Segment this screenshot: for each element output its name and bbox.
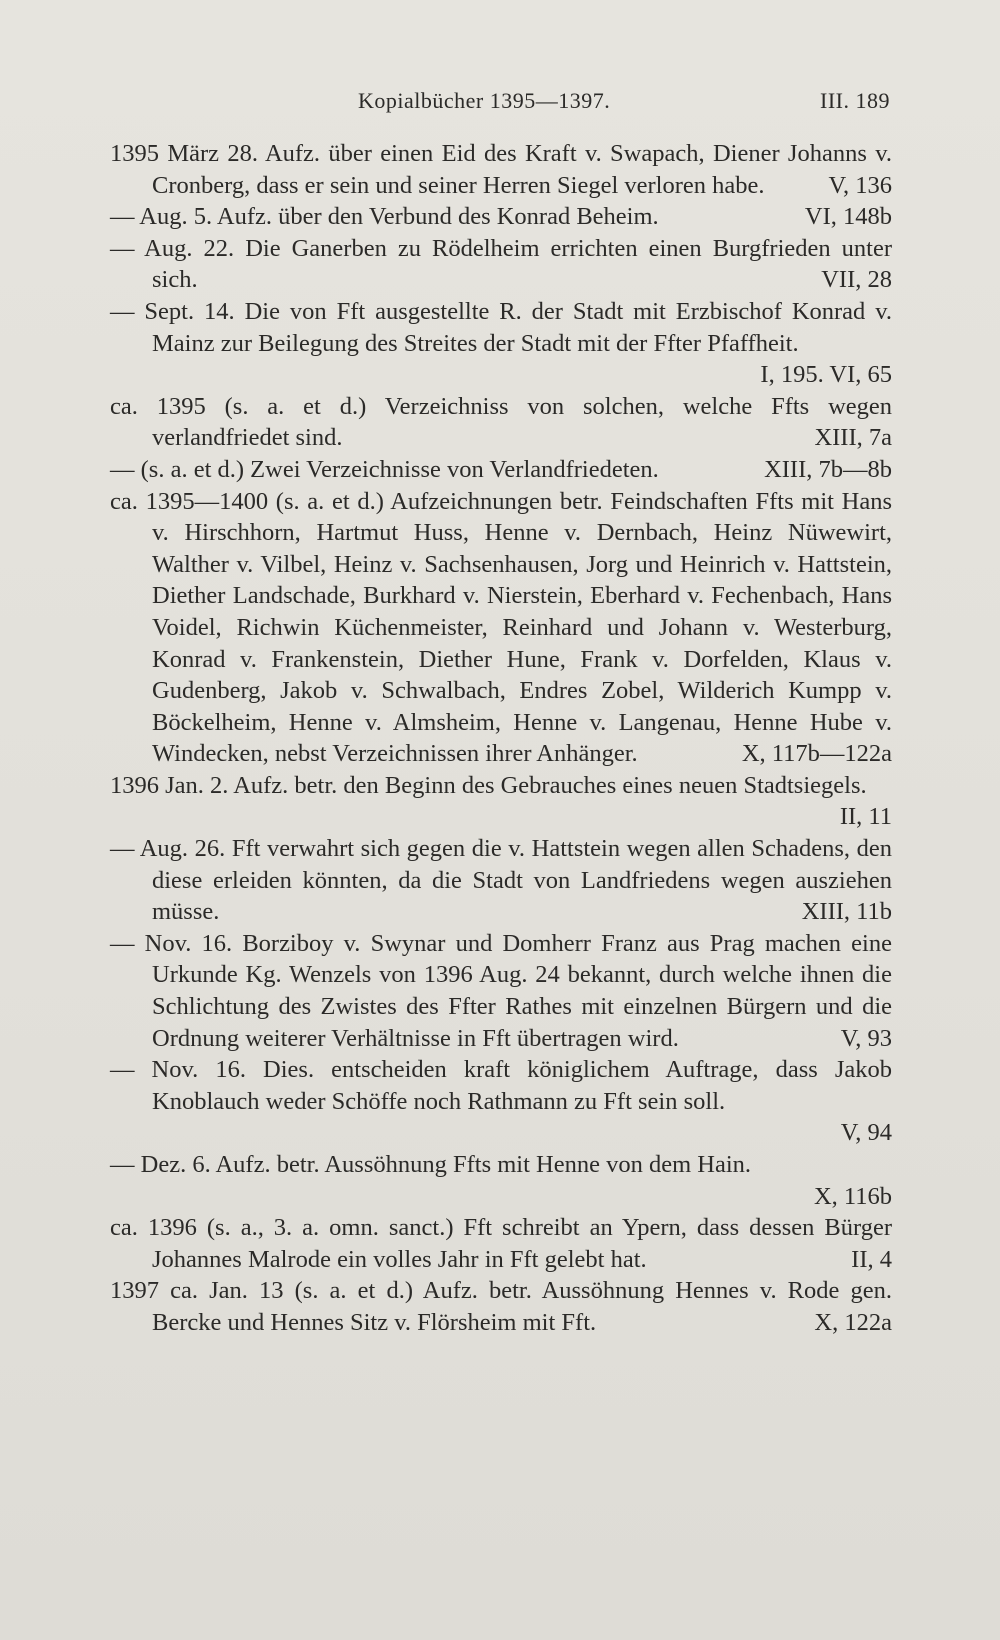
entry-date: — Nov. 16. xyxy=(110,929,233,957)
entry-date: — Nov. 16. xyxy=(110,1056,246,1084)
register-entry xyxy=(110,454,892,486)
entry-date: 1397 ca. Jan. 13 xyxy=(110,1277,284,1305)
entry-reference: VII, 28 xyxy=(821,266,892,294)
entry-date: — xyxy=(110,455,135,483)
entry-text-block xyxy=(110,454,892,486)
entry-reference: V, 94 xyxy=(840,1119,892,1147)
entry-reference: XIII, 11b xyxy=(801,898,892,926)
entry-text-block xyxy=(110,928,892,1054)
register-entry xyxy=(110,233,892,296)
entry-description: (s. a. et d.) Aufz. betr. Aussöhnung Hennes v. Rode gen. Bercke und Hennes Sitz v. Flörsheim mit Fft. xyxy=(152,1277,893,1336)
entry-date: — Aug. 5. xyxy=(110,203,213,231)
entry-text-block xyxy=(110,201,892,233)
entry-text-block xyxy=(110,296,892,391)
entry-reference: I, 195. VI, 65 xyxy=(760,361,892,389)
register-entry xyxy=(110,486,892,770)
entry-text-block xyxy=(110,1212,892,1275)
entry-reference: II, 11 xyxy=(839,803,892,831)
entry-reference: VI, 148b xyxy=(804,203,892,231)
register-entry xyxy=(110,833,892,928)
entry-description: Aufz. betr. den Beginn des Gebrauches eines neuen Stadtsiegels. xyxy=(233,771,867,799)
entry-date: ca. 1395—1400 xyxy=(110,487,269,515)
entry-date: 1395 März 28. xyxy=(110,140,258,167)
register-entry xyxy=(110,1149,892,1212)
register-entry xyxy=(110,201,892,233)
running-title: Kopialbücher 1395—1397. xyxy=(358,88,611,113)
entry-description: (s. a. et d.) Aufzeichnungen betr. Feindschaften Ffts mit Hans v. Hirschhorn, Hartmut Huss, Henne v. Dernbach, Heinz Nüwewirt, Walther v. Vilbel, Heinz v. Sachsenhausen, Jorg und Heinrich v. Hattstein, Diether Landschade, Burkhard v. Nierstein, Eberhard v. Fechenbach, Hans Voidel, Richwin Küchenmeister, Reinhard und Johann v. Westerburg, Konrad v. Frankenstein, Diether Hune, Frank v. Dorfelden, Klaus v. Gudenberg, Jakob v. Schwalbach, Endres Zobel, Wilderich Kumpp v. Böckelheim, Henne v. Almsheim, Henne v. Langenau, Henne Hube v. Windecken, nebst Verzeichnissen ihrer Anhänger. xyxy=(152,487,893,768)
entry-date: — Aug. 26. xyxy=(110,835,226,863)
entry-description: Fft verwahrt sich gegen die v. Hattstein wegen allen Schadens, den diese erleiden könnten, da die Stadt von Landfriedens wegen ausziehen müsse. xyxy=(152,835,892,926)
entry-text-block xyxy=(110,1275,892,1338)
entry-text-block xyxy=(110,833,892,928)
entry-description: Aufz. betr. Aussöhnung Ffts mit Henne von dem Hain. xyxy=(215,1151,752,1178)
entry-reference: XIII, 7a xyxy=(814,424,892,452)
entry-date: — Dez. 6. xyxy=(110,1151,211,1178)
entry-description: (s. a. et d.) Zwei Verzeichnisse von Verlandfriedeten. xyxy=(140,455,659,483)
register-entry xyxy=(110,770,892,833)
entry-text-block xyxy=(110,1149,892,1212)
entry-reference: II, 4 xyxy=(851,1245,892,1273)
entry-description: Die von Fft ausgestellte R. der Stadt mit Erzbischof Konrad v. Mainz zur Beilegung des Streites der Stadt mit der Ffter Pfaffheit. xyxy=(152,297,893,357)
page-number: III. 189 xyxy=(820,88,890,113)
register-entry xyxy=(110,1054,892,1149)
entry-text-block xyxy=(110,138,892,201)
entry-reference: V, 93 xyxy=(840,1024,892,1052)
entry-text-block xyxy=(110,486,892,770)
entry-reference: X, 116b xyxy=(813,1182,892,1210)
entry-date: 1396 Jan. 2. xyxy=(110,771,229,799)
register-entry xyxy=(110,138,892,201)
entry-date: ca. 1395 xyxy=(110,392,206,420)
entry-description: Die Ganerben zu Rödelheim errichten einen Burgfrieden unter sich. xyxy=(152,234,892,294)
entry-reference: X, 122a xyxy=(814,1308,892,1336)
register-entry xyxy=(110,391,892,454)
running-header xyxy=(0,88,1000,122)
entry-text-block xyxy=(110,1054,892,1149)
entry-text-block xyxy=(110,391,892,454)
register-entry xyxy=(110,1212,892,1275)
entry-description: (s. a. et d.) Verzeichniss von solchen, welche Ffts wegen verlandfriedet sind. xyxy=(152,392,893,452)
entry-description: Borziboy v. Swynar und Domherr Franz aus Prag machen eine Urkunde Kg. Wenzels von 1396 Aug. 24 bekannt, durch welche ihnen die Schlichtung des Zwistes des Ffter Rathes mit einzelnen Bürgern und die Ordnung weiterer Verhältnisse in Fft übertragen wird. xyxy=(152,929,892,1052)
entry-date: — Aug. 22. xyxy=(110,234,235,262)
entry-text-block xyxy=(110,770,892,833)
entry-text-block xyxy=(110,233,892,296)
entry-description: Aufz. über einen Eid des Kraft v. Swapach, Diener Johanns v. Cronberg, dass er sein und seiner Herren Siegel verloren habe. xyxy=(152,140,892,199)
entry-description: (s. a., 3. a. omn. sanct.) Fft schreibt an Ypern, dass dessen Bürger Johannes Malrode ein volles Jahr in Fft gelebt hat. xyxy=(152,1214,893,1273)
entry-reference: XIII, 7b—8b xyxy=(764,455,892,483)
entry-reference: V, 136 xyxy=(828,171,892,199)
register-entry xyxy=(110,928,892,1054)
register-entry xyxy=(110,296,892,391)
entry-description: Dies. entscheiden kraft königlichem Auftrage, dass Jakob Knoblauch weder Schöffe noch Rathmann zu Fft sein soll. xyxy=(152,1056,892,1115)
entry-date: — Sept. 14. xyxy=(110,297,235,325)
entry-date: ca. 1396 xyxy=(110,1214,197,1242)
entry-description: Aufz. über den Verbund des Konrad Beheim. xyxy=(216,203,659,231)
register-entries xyxy=(110,138,892,1339)
register-entry xyxy=(110,1275,892,1338)
entry-reference: X, 117b—122a xyxy=(741,740,892,768)
